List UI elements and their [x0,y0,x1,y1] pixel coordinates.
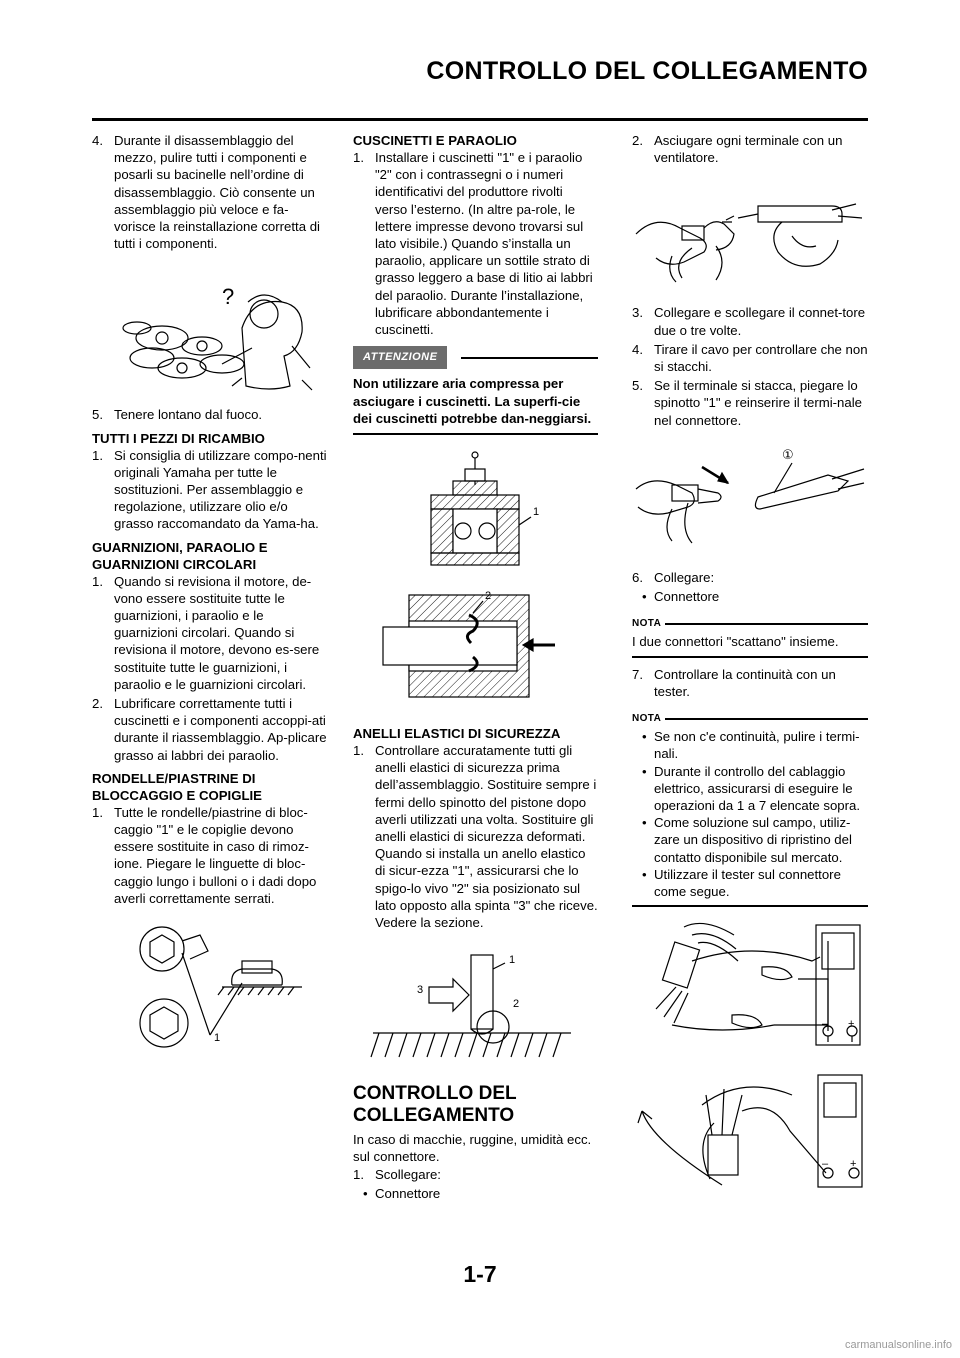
bullet-item: • Connettore [632,588,868,605]
figure-label: 3 [417,984,424,997]
item-text: Durante il disassemblaggio del mezzo, pulire tutti i componenti e posarli su bacinelle nell’ordine di disassemblaggio. Ciò consente un assemblaggio più veloce e fa-vorisce la reinstallazione corretta di tutti i componenti. [114,133,320,252]
figure-label: 1 [533,506,540,519]
tester-minus-sign: – [822,1158,829,1171]
figure-circlip [353,953,598,1065]
note-rule [665,718,868,720]
bullet-item: • Come soluzione sul campo, utiliz-zare un dispositivo di ripristino del contatto disponibile sul mercato. [632,814,868,866]
item-text: Controllare la continuità con un tester. [654,666,836,699]
list-item [632,377,868,429]
figure-tester-connection [632,915,868,1195]
figure-bend-pin [632,439,868,559]
warning-text: Non utilizzare aria compressa per asciugare i cuscinetti. La superfi-cie dei cuscinetti potrebbe dan-neggiarsi. [353,375,598,435]
item-number: 7. [632,666,643,682]
header-rule [92,118,868,121]
list-item [92,573,330,693]
item-number: 1. [92,573,103,589]
item-number: 6. [632,569,643,585]
figure-mechanic-parts [92,268,330,396]
watermark: carmanualsonline.info [844,1339,952,1351]
tester-plus-sign: + [848,1018,855,1031]
note-text: I due connettori "scattano" insieme. [632,632,868,657]
list-item [92,447,330,533]
bullet-item: • Utilizzare il tester sul connettore come segue. [632,866,868,900]
bullet-item: • Connettore [353,1185,598,1202]
list-item [632,132,868,166]
note-body [632,727,868,907]
item-text: Installare i cuscinetti "1" e i paraolio "2" con i contrassegni o i numeri identificativi del produttore rivolti verso l’esterno. (In altre pa-role, le lettere impresse devono trovarsi sul lato visibile.) Quando s’installa un paraolio, applicare un sottile strato di grasso leggero a base di litio ai labbri del paraolio. Durante l’installazione, lubrificare abbondantemente i cuscinetti. [375,150,593,338]
list-item [632,666,868,700]
figure-blow-dry [632,176,868,294]
item-text: Tirare il cavo per controllare che non si stacchi. [654,341,868,375]
item-number: 4. [92,133,103,148]
item-text: Controllare accuratamente tutti gli anelli elastici di sicurezza prima dell’assemblaggio. Sostituire sempre i fermi dello spinotto del pistone dopo averli utilizzati una volta. Sostituire gli anelli elastici di sicurezza deformati. Quando si installa un anello elastico di sicur-ezza "1", assicurarsi che lo spigo-lo vivo "2" sia posizionato sul lato opposto alla spinta "3" che riceve. Vedere la sezione. [375,743,598,931]
tester-plus-sign: + [850,1158,857,1171]
list-item [92,804,330,907]
section-title: CONTROLLO DEL COLLEGAMENTO [353,1083,517,1127]
list-item [92,695,330,764]
item-text: Si consiglia di utilizzare compo-nenti originali Yamaha per tutte le sostituzioni. Per assemblaggio e regolazione, utilizzare olio e/o grasso raccomandato da Yama-ha. [114,447,327,532]
item-text: Scollegare: [375,1166,441,1182]
item-text: Collegare e scollegare il connet-tore due o tre volte. [654,305,866,338]
section-heading: GUARNIZIONI, PARAOLIO E GUARNIZIONI CIRCOLARI [92,539,268,572]
item-text: Tutte le rondelle/piastrine di bloc-caggio "1" e le copiglie devono essere sostituite in caso di rimoz-ione. Piegare le linguette di bloc-caggio lungo i bulloni o i dadi dopo averli correttamente serrati. [114,804,317,906]
item-text: Asciugare ogni terminale con un ventilatore. [654,133,843,166]
column-1 [92,132,330,1063]
note-label: NOTA [632,713,662,725]
figure-label: 2 [513,998,520,1011]
column-2 [353,132,598,1202]
note-label: NOTA [632,618,662,630]
list-item [353,742,598,931]
section-heading: CUSCINETTI E PARAOLIO [353,133,517,148]
list-item [632,304,868,338]
tester-minus-sign: – [822,1018,829,1031]
note-rule [665,623,868,625]
figure-label: 2 [485,590,492,603]
item-number: 2. [632,133,643,148]
note-header [632,710,868,727]
warning-rule [461,357,598,359]
item-text: Se il terminale si stacca, piegare lo spinotto "1" e reinserire il termi-nale nel connettore. [654,378,862,428]
list-item [632,341,868,375]
item-number: 1. [353,150,364,165]
item-number: 1. [353,1166,364,1182]
item-number: 4. [632,341,643,357]
note-header [632,615,868,632]
bullet-item: • Durante il controllo del cablaggio elettrico, assicurarsi di eseguire le operazioni da 1 a 7 elencate sopra. [632,763,868,815]
item-text: Collegare: [654,569,715,585]
item-number: 1. [353,743,364,759]
figure-label: 1 [509,954,516,967]
list-item [92,132,330,252]
item-text: Lubrificare correttamente tutti i cuscinetti e i componenti accoppi-ati durante il riassemblaggio. Ap-plicare grasso ai labbri dei paraolio. [114,696,327,763]
item-number: 2. [92,696,103,712]
section-intro: In caso di macchie, ruggine, umidità ecc. sul connettore. [353,1132,592,1165]
bullet-item: • Se non c'e continuità, pulire i termi-nali. [632,728,868,762]
section-heading: ANELLI ELASTICI DI SICUREZZA [353,726,561,742]
section-heading: TUTTI I PEZZI DI RICAMBIO [92,430,265,446]
section-heading: RONDELLE/PIASTRINE DI BLOCCAGGIO E COPIGLIE [92,770,262,803]
warning-box [353,346,598,435]
list-item [632,569,868,586]
figure-lock-washers [92,923,330,1053]
item-number: 5. [632,378,643,394]
list-item [92,406,330,423]
column-3 [632,132,868,1205]
warning-label: ATTENZIONE [353,346,447,369]
list-item [353,149,598,338]
list-item [353,1166,598,1183]
figure-bearing-oilseal [353,445,598,715]
svg-text:?: ? [222,284,235,310]
item-text: Quando si revisiona il motore, de-vono essere sostituite tutte le guarnizioni, i paraolio e le guarnizioni circolari. Quando si revisiona il motore, devono es-sere sostituite tutte le guarnizioni, i paraolio e le guarnizioni circolari. [114,573,320,692]
page-number: 1-7 [463,1261,497,1287]
item-number: 5. [92,407,103,423]
item-number: 3. [632,305,643,321]
item-number: 1. [92,804,103,820]
figure-label: 1 [214,1032,221,1045]
item-text: Tenere lontano dal fuoco. [114,407,263,423]
page-header-title: CONTROLLO DEL COLLEGAMENTO [426,57,868,85]
figure-label: ① [782,447,794,463]
item-number: 1. [92,447,103,463]
